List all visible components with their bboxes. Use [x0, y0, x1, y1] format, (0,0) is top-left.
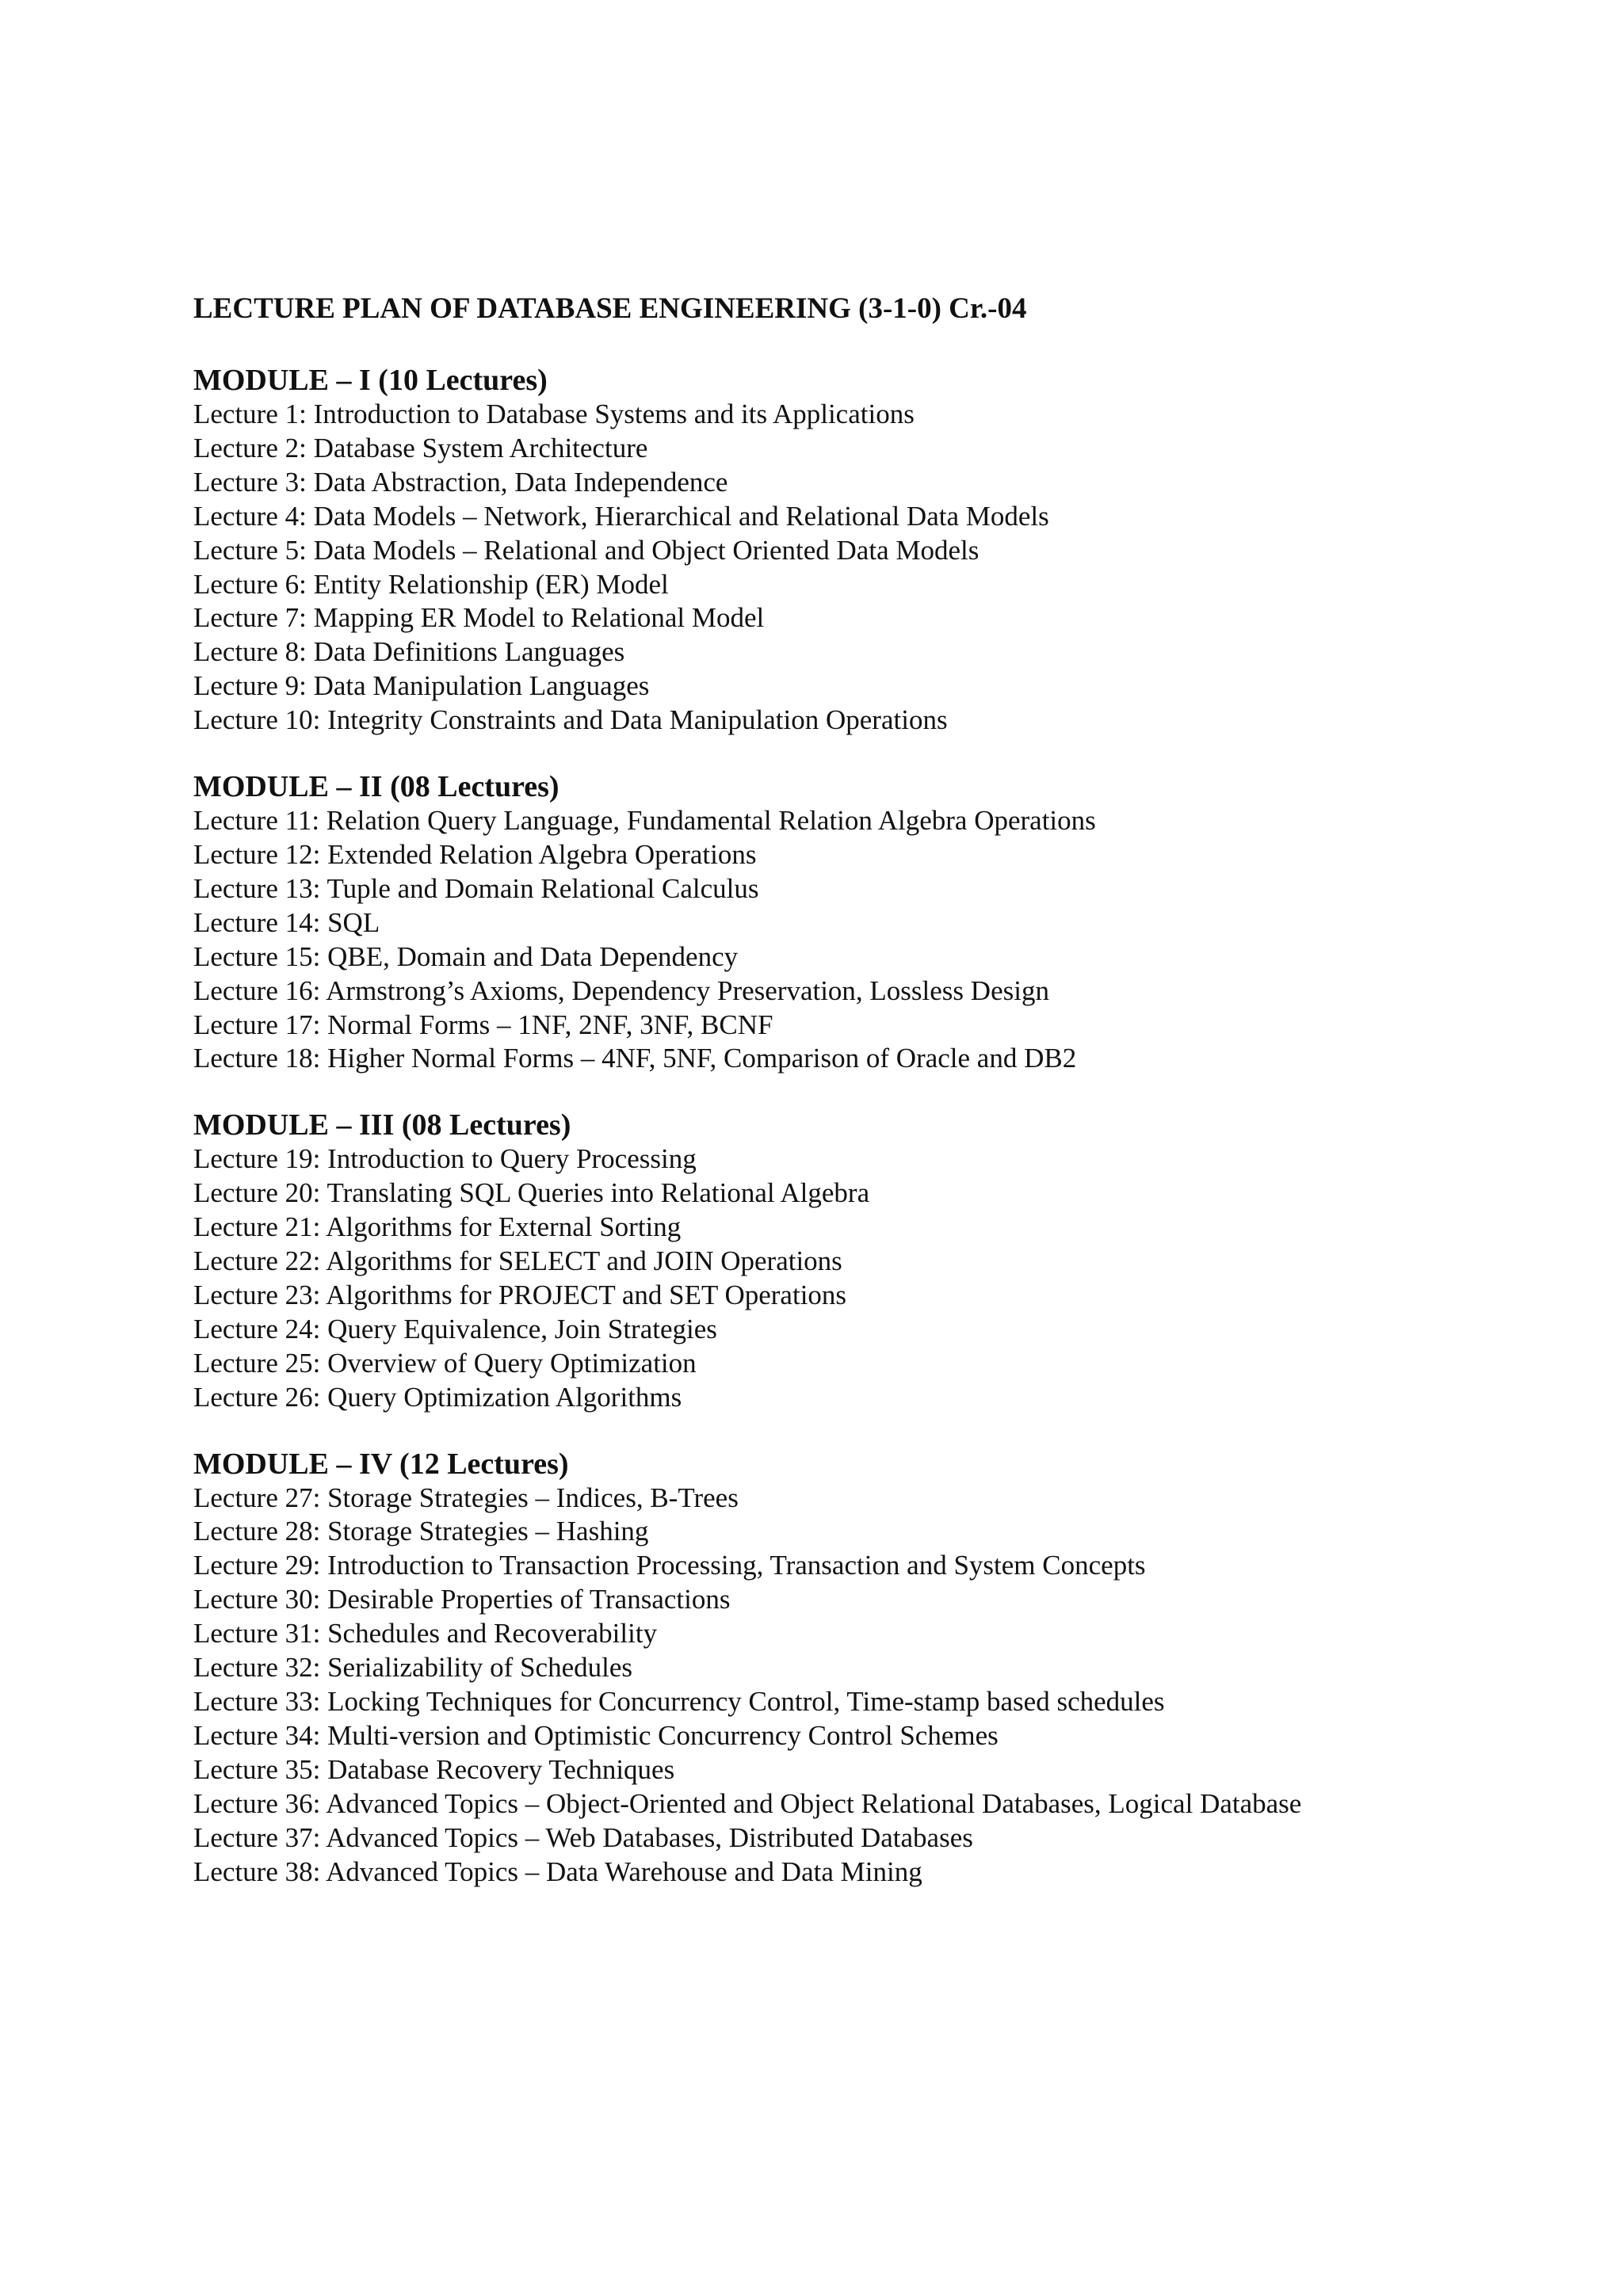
lecture-item: Lecture 32: Serializability of Schedules [193, 1652, 632, 1684]
lecture-item: Lecture 23: Algorithms for PROJECT and SET Operations [193, 1279, 847, 1310]
lecture-list [193, 398, 1604, 738]
lecture-item: Lecture 36: Advanced Topics – Object-Oriented and Object Relational Databases, Logical Database [193, 1787, 1302, 1819]
lecture-item: Lecture 15: QBE, Domain and Data Dependency [193, 940, 739, 972]
lecture-item: Lecture 22: Algorithms for SELECT and JOIN Operations [193, 1245, 842, 1277]
module-3 [193, 1108, 1604, 1414]
lecture-item: Lecture 11: Relation Query Language, Fundamental Relation Algebra Operations [193, 805, 1096, 837]
module-2 [193, 769, 1604, 1076]
lecture-item: Lecture 26: Query Optimization Algorithms [193, 1381, 682, 1413]
lecture-item: Lecture 38: Advanced Topics – Data Warehouse and Data Mining [193, 1855, 922, 1887]
lecture-list [193, 1142, 1604, 1414]
lecture-item: Lecture 27: Storage Strategies – Indices, B-Trees [193, 1482, 739, 1513]
lecture-item: Lecture 17: Normal Forms – 1NF, 2NF, 3NF, BCNF [193, 1009, 773, 1040]
lecture-item: Lecture 3: Data Abstraction, Data Independence [193, 466, 728, 498]
lecture-item: Lecture 12: Extended Relation Algebra Operations [193, 838, 757, 870]
lecture-item: Lecture 33: Locking Techniques for Concurrency Control, Time-stamp based schedules [193, 1686, 1165, 1717]
lecture-item: Lecture 16: Armstrong’s Axioms, Dependency Preservation, Lossless Design [193, 974, 1049, 1006]
lecture-item: Lecture 7: Mapping ER Model to Relational Model [193, 602, 765, 634]
module-heading: MODULE – III (08 Lectures) [193, 1108, 571, 1142]
lecture-list [193, 1482, 1604, 1890]
lecture-item: Lecture 35: Database Recovery Techniques [193, 1753, 675, 1785]
lecture-item: Lecture 8: Data Definitions Languages [193, 636, 625, 668]
module-heading: MODULE – I (10 Lectures) [193, 364, 548, 397]
lecture-item: Lecture 24: Query Equivalence, Join Strategies [193, 1313, 717, 1344]
document-page [193, 287, 1604, 1889]
lecture-item: Lecture 20: Translating SQL Queries into Relational Algebra [193, 1177, 870, 1209]
lecture-item: Lecture 28: Storage Strategies – Hashing [193, 1516, 649, 1547]
lecture-item: Lecture 9: Data Manipulation Languages [193, 670, 650, 702]
lecture-item: Lecture 13: Tuple and Domain Relational Calculus [193, 872, 759, 904]
lecture-item: Lecture 10: Integrity Constraints and Data Manipulation Operations [193, 704, 948, 736]
lecture-item: Lecture 37: Advanced Topics – Web Databases, Distributed Databases [193, 1821, 973, 1853]
lecture-item: Lecture 21: Algorithms for External Sorting [193, 1211, 682, 1243]
lecture-item: Lecture 2: Database System Architecture [193, 432, 648, 463]
lecture-item: Lecture 6: Entity Relationship (ER) Model [193, 568, 669, 600]
lecture-item: Lecture 29: Introduction to Transaction Processing, Transaction and System Concepts [193, 1550, 1146, 1581]
lecture-item: Lecture 31: Schedules and Recoverability [193, 1618, 658, 1650]
lecture-item: Lecture 19: Introduction to Query Processing [193, 1143, 697, 1175]
lecture-list [193, 804, 1604, 1076]
module-heading: MODULE – II (08 Lectures) [193, 770, 559, 804]
lecture-item: Lecture 14: SQL [193, 906, 380, 938]
lecture-item: Lecture 4: Data Models – Network, Hierarchical and Relational Data Models [193, 500, 1049, 532]
module-4 [193, 1447, 1604, 1890]
lecture-item: Lecture 5: Data Models – Relational and Object Oriented Data Models [193, 534, 980, 566]
module-heading: MODULE – IV (12 Lectures) [193, 1447, 569, 1481]
module-1 [193, 363, 1604, 738]
lecture-item: Lecture 1: Introduction to Database Systems and its Applications [193, 399, 915, 429]
lecture-item: Lecture 34: Multi-version and Optimistic Concurrency Control Schemes [193, 1719, 999, 1751]
lecture-item: Lecture 18: Higher Normal Forms – 4NF, 5NF, Comparison of Oracle and DB2 [193, 1043, 1077, 1074]
lecture-item: Lecture 25: Overview of Query Optimization [193, 1347, 697, 1379]
document-title: LECTURE PLAN OF DATABASE ENGINEERING (3-1-0) Cr.-04 [193, 292, 1027, 325]
lecture-item: Lecture 30: Desirable Properties of Transactions [193, 1584, 731, 1615]
